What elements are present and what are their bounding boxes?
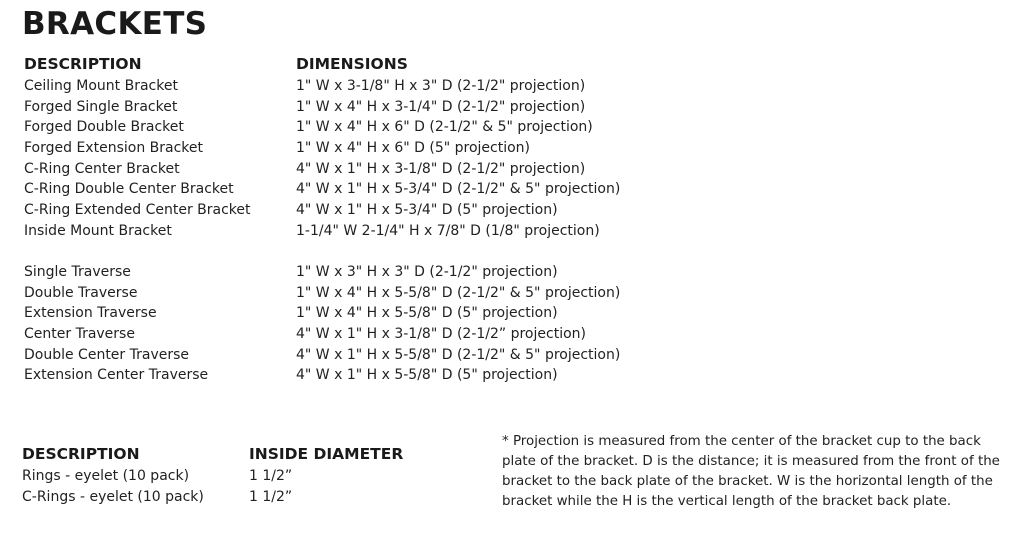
rings-diameter-header: INSIDE DIAMETER [249, 445, 404, 463]
brackets-group2-descriptions [24, 262, 208, 386]
brackets-group2-dimensions [296, 262, 620, 386]
table-row-description: Extension Center Traverse [24, 367, 209, 384]
table-row-description: Rings - eyelet (10 pack) [22, 468, 190, 484]
table-row-description: Forged Double Bracket [24, 119, 184, 136]
table-row-dimensions: 1" W x 3" H x 3" D (2-1/2" projection) [296, 264, 558, 280]
table-row-dimensions: 4" W x 1" H x 3-1/8" D (2-1/2” projection) [296, 326, 586, 343]
projection-footnote: * Projection is measured from the center of the bracket cup to the back plate of the bracket. D is the distance; it is measured from the front of the bracket to the back plate of the bracket. W is the horizontal length of the bracket while the H is the vertical length of the bracket back plate. [502, 434, 1000, 509]
table-row-diameter: 1 1/2” [249, 488, 293, 505]
table-row-dimensions: 1" W x 4" H x 6" D (5" projection) [296, 140, 531, 157]
table-row-description: Single Traverse [24, 264, 131, 280]
table-row-description: Double Center Traverse [24, 346, 190, 363]
table-row-description: Double Traverse [24, 284, 138, 301]
table-row-dimensions: 1" W x 4" H x 5-5/8" D (5" projection) [296, 305, 558, 322]
table-row-dimensions: 4" W x 1" H x 5-5/8" D (2-1/2" & 5" projection) [296, 346, 621, 363]
table-row-description: Inside Mount Bracket [24, 222, 172, 239]
table-row-dimensions: 4" W x 1" H x 5-5/8" D (5" projection) [296, 367, 558, 384]
table-row-dimensions: 1" W x 3-1/8" H x 3" D (2-1/2" projection) [296, 78, 586, 94]
table-row-diameter: 1 1/2” [249, 468, 293, 484]
table-row-dimensions: 4" W x 1" H x 3-1/8" D (2-1/2" projection) [296, 160, 586, 177]
brackets-description-header: DESCRIPTION [24, 55, 142, 73]
brackets-group1-dimensions [296, 76, 620, 242]
table-row-description: Ceiling Mount Bracket [24, 78, 178, 94]
table-row-dimensions: 1" W x 4" H x 5-5/8" D (2-1/2" & 5" projection) [296, 284, 621, 301]
rings-description-header: DESCRIPTION [22, 445, 140, 463]
table-row-description: Forged Single Bracket [24, 98, 178, 115]
table-row-description: C-Ring Center Bracket [24, 160, 180, 177]
table-row-description: Extension Traverse [24, 305, 157, 322]
rings-descriptions [22, 466, 204, 507]
table-row-description: C-Rings - eyelet (10 pack) [22, 488, 204, 505]
table-row-dimensions: 1" W x 4" H x 6" D (2-1/2" & 5" projection) [296, 119, 593, 136]
rings-diameters [249, 466, 292, 507]
table-row-dimensions: 1-1/4" W 2-1/4" H x 7/8" D (1/8" projection) [296, 222, 600, 239]
table-row-dimensions: 4" W x 1" H x 5-3/4" D (2-1/2" & 5" projection) [296, 181, 621, 198]
table-row-dimensions: 1" W x 4" H x 3-1/4" D (2-1/2" projection) [296, 98, 586, 115]
table-row-description: C-Ring Extended Center Bracket [24, 202, 251, 219]
brackets-group1-descriptions [24, 76, 251, 242]
brackets-dimensions-header: DIMENSIONS [296, 55, 408, 73]
table-row-description: Center Traverse [24, 326, 135, 343]
table-row-description: C-Ring Double Center Bracket [24, 181, 234, 198]
table-row-dimensions: 4" W x 1" H x 5-3/4" D (5" projection) [296, 202, 558, 219]
table-row-description: Forged Extension Bracket [24, 140, 203, 157]
page-title: BRACKETS [22, 6, 208, 42]
